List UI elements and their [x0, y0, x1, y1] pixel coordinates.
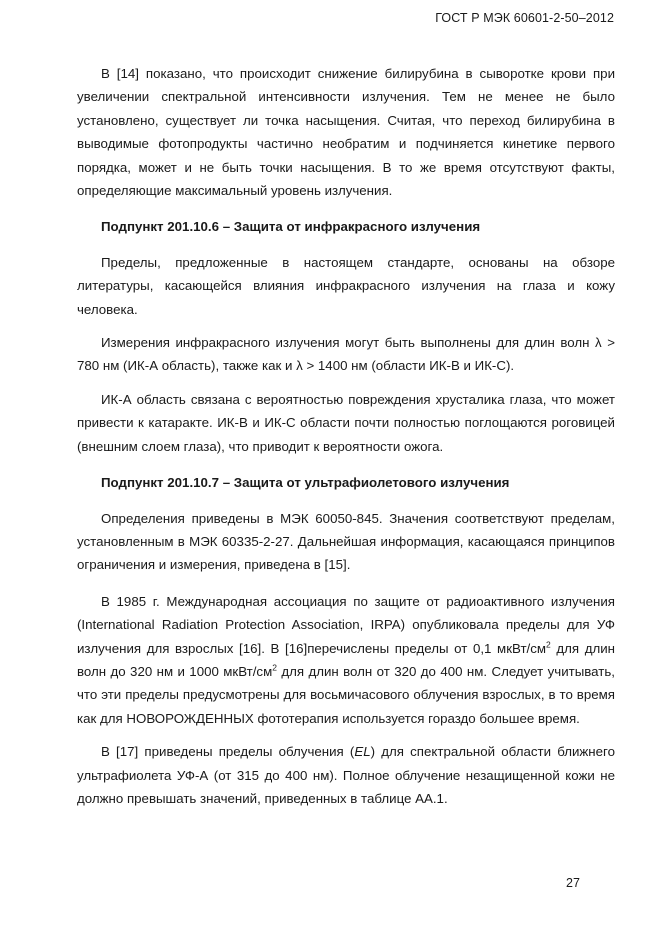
irpa-text-1: В 1985 г. Международная ассоциация по защите от радиоактивного излучения (International Radiation Protection Association, IRPA) опубликовала пределы для УФ излучения для взрослых [16]. В [16]перечислены пределы от 0,1 мкВт/см [77, 593, 615, 656]
uva-text-2: ) для спектральной области ближнего ультрафиолета УФ-А (от 315 до 400 нм). Полное облучение незащищенной кожи не должно превышать значений, приведенных в таблице АА.1. [77, 744, 615, 806]
paragraph-uv-definitions: Определения приведены в МЭК 60050-845. Значения соответствуют пределам, установленным в МЭК 60335-2-27. Дальнейшая информация, касающаяся принципов ограничения и измерения, приведена в [15]. [77, 510, 615, 573]
irpa-text-3: для длин волн от 320 до 400 нм. Следует учитывать, что эти пределы предусмотрены для восьмичасового облучения взрослых, в то время как для НОВОРОЖДЕННЫХ фототерапия используется гораздо большее время. [77, 663, 615, 726]
document-header: ГОСТ Р МЭК 60601-2-50–2012 [435, 11, 614, 25]
superscript-squared: 2 [272, 662, 277, 673]
el-term: EL [354, 744, 371, 760]
paragraph-irpa-limits [77, 590, 615, 730]
paragraph-uva-exposure [77, 740, 615, 810]
superscript-squared: 2 [546, 639, 551, 650]
subsection-heading-infrared: Подпункт 201.10.6 – Защита от инфракрасного излучения [101, 219, 481, 235]
paragraph-infrared-measurement: Измерения инфракрасного излучения могут быть выполнены для длин волн λ > 780 нм (ИК-А область), также как и λ > 1400 нм (области ИК-В и ИК-С). [77, 335, 615, 374]
irpa-text-2: для длин волн до 320 нм и 1000 мкВт/см [77, 640, 615, 679]
page-number: 27 [566, 876, 580, 890]
subsection-heading-ultraviolet: Подпункт 201.10.7 – Защита от ультрафиолетового излучения [101, 475, 510, 491]
document-body [77, 62, 615, 820]
uva-text-1: В [17] приведены пределы облучения ( [101, 744, 355, 760]
paragraph-infrared-regions: ИК-А область связана с вероятностью повреждения хрусталика глаза, что может привести к катаракте. ИК-В и ИК-С области почти полностью поглощаются роговицей (внешним слоем глаза), что приводит к вероятности ожога. [77, 391, 615, 454]
paragraph-infrared-limits: Пределы, предложенные в настоящем стандарте, основаны на обзоре литературы, касающейся влияния инфракрасного излучения на глаза и кожу человека. [77, 254, 615, 317]
paragraph-bilirubin: В [14] показано, что происходит снижение билирубина в сыворотке крови при увеличении спектральной интенсивности излучения. Тем не менее не было установлено, существует ли точка насыщения. Считая, что переход билирубина в выводимые фотопродукты частично необратим и подчиняется кинетике первого порядка, может и не быть точки насыщения. В то же время отсутствуют факты, определяющие максимальный уровень излучения. [77, 66, 615, 199]
